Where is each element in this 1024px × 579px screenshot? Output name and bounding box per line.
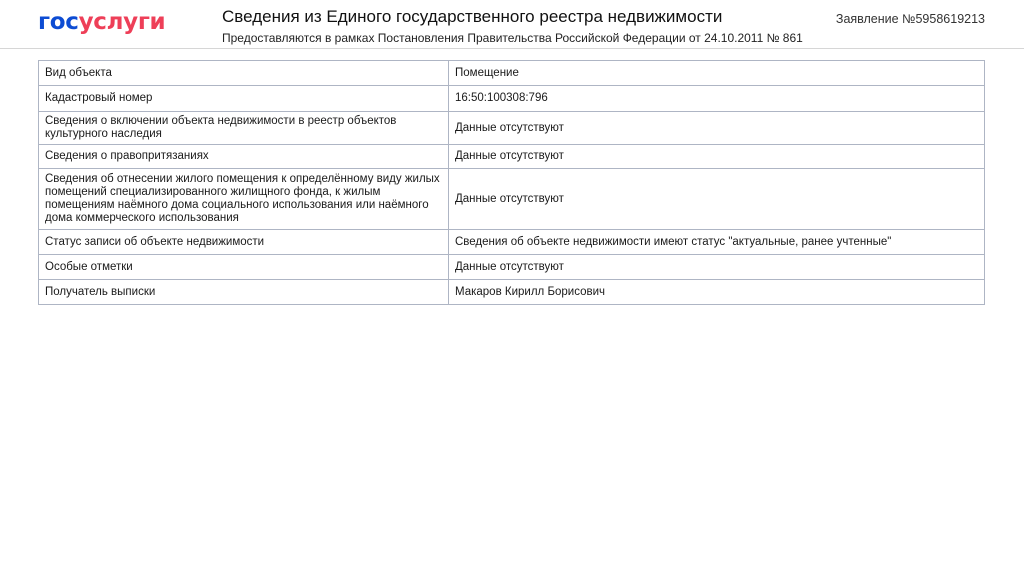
logo-part-gos: гос (38, 9, 79, 35)
document-subtitle: Предоставляются в рамках Постановления Правительства Российской Федерации от 24.10.2011 № 861 (222, 31, 803, 45)
page-header (0, 0, 1024, 49)
row-value: Данные отсутствуют (449, 145, 985, 169)
table-row (39, 61, 985, 86)
row-key: Вид объекта (39, 61, 449, 86)
table-row (39, 145, 985, 169)
row-value: Данные отсутствуют (449, 255, 985, 280)
table-row (39, 169, 985, 230)
row-value: Сведения об объекте недвижимости имеют статус "актуальные, ранее учтенные" (449, 230, 985, 255)
table-row (39, 86, 985, 112)
row-value: Помещение (449, 61, 985, 86)
row-key: Сведения о правопритязаниях (39, 145, 449, 169)
table-row (39, 280, 985, 305)
row-key: Особые отметки (39, 255, 449, 280)
row-value: Данные отсутствуют (449, 112, 985, 145)
table-row (39, 112, 985, 145)
property-info-table (38, 60, 985, 305)
row-value: Макаров Кирилл Борисович (449, 280, 985, 305)
document-title: Сведения из Единого государственного реестра недвижимости (222, 7, 723, 26)
logo-part-uslugi: услуги (78, 9, 166, 35)
gosuslugi-logo[interactable] (38, 8, 165, 36)
row-key: Сведения о включении объекта недвижимости в реестр объектов культурного наследия (39, 112, 449, 145)
row-value: 16:50:100308:796 (449, 86, 985, 112)
request-number: Заявление №5958619213 (835, 12, 985, 26)
row-key: Статус записи об объекте недвижимости (39, 230, 449, 255)
row-key: Сведения об отнесении жилого помещения к определённому виду жилых помещений специализированного жилищного фонда, к жилым помещениям наёмного дома социального использования или наёмного дома коммерческого использования (39, 169, 449, 230)
row-value: Данные отсутствуют (449, 169, 985, 230)
table-row (39, 255, 985, 280)
row-key: Кадастровый номер (39, 86, 449, 112)
table-row (39, 230, 985, 255)
row-key: Получатель выписки (39, 280, 449, 305)
